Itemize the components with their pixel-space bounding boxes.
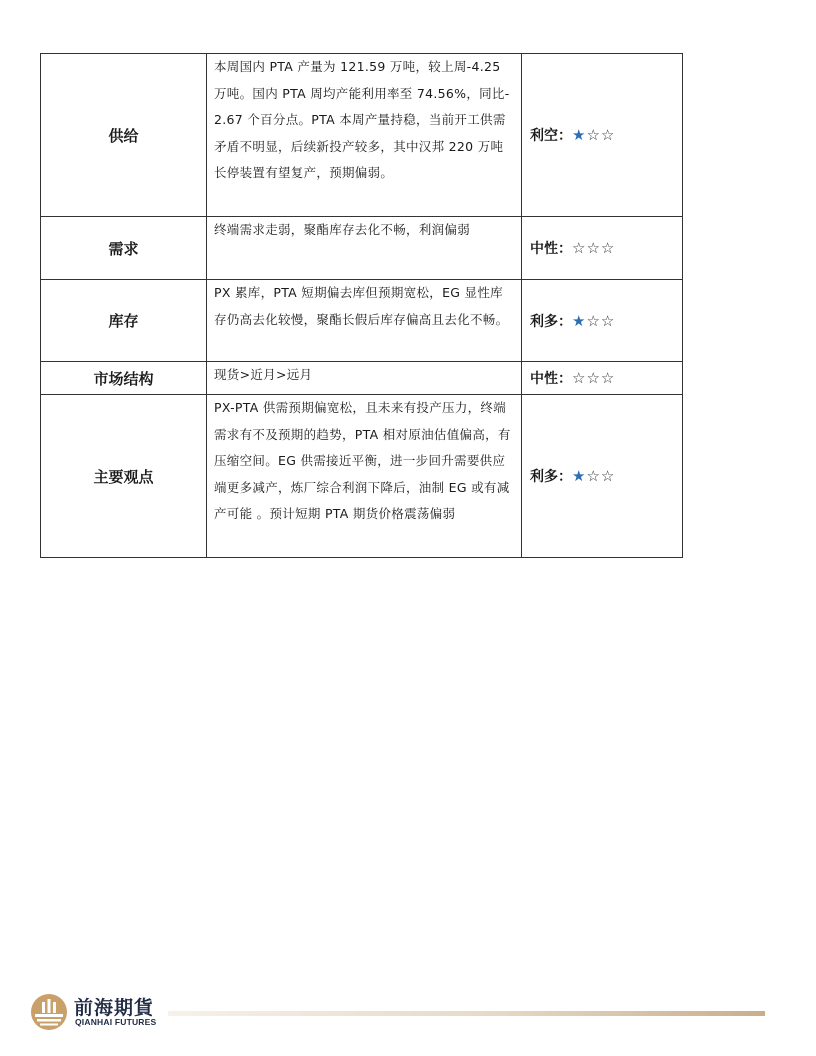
- rating-stars: [572, 239, 615, 257]
- row-rating: [522, 54, 683, 217]
- star-empty-icon: ☆: [586, 239, 601, 257]
- star-empty-icon: ☆: [572, 239, 587, 257]
- qianhai-logo-icon: [30, 993, 68, 1031]
- star-empty-icon: ☆: [586, 126, 601, 144]
- row-description: 现货>近月>远月: [207, 362, 522, 395]
- star-filled-icon: ★: [572, 467, 587, 485]
- table-row-market-structure: [41, 362, 683, 395]
- table-row-supply: [41, 54, 683, 217]
- star-filled-icon: ★: [572, 311, 587, 330]
- star-empty-icon: ☆: [572, 369, 587, 387]
- table-row-demand: [41, 217, 683, 280]
- row-category: 市场结构: [41, 362, 207, 395]
- star-empty-icon: ☆: [600, 369, 616, 387]
- row-description: 本周国内 PTA 产量为 121.59 万吨，较上周-4.25 万吨。国内 PTA 周均产能利用率至 74.56%，同比-2.67 个百分点。PTA 本周产量持稳，当前开工供需矛盾不明显，后续新投产较多，其中汉邦 220 万吨长停装置有望复产，预期偏弱。: [207, 54, 522, 217]
- rating-label: 利多：: [530, 469, 572, 485]
- star-empty-icon: ☆: [586, 311, 601, 330]
- star-filled-icon: ★: [572, 126, 587, 144]
- row-category: 主要观点: [41, 395, 207, 558]
- row-rating: [522, 395, 683, 558]
- rating-stars: [572, 126, 615, 144]
- star-empty-icon: ☆: [600, 239, 616, 257]
- row-rating: [522, 217, 683, 280]
- rating-label: 中性：: [530, 241, 572, 257]
- company-logo: [30, 993, 170, 1033]
- row-rating: [522, 280, 683, 362]
- row-category: 库存: [41, 280, 207, 362]
- star-empty-icon: ☆: [600, 126, 616, 144]
- logo-english-name: QIANHAI FUTURES: [75, 1017, 157, 1027]
- table-row-main-view: [41, 395, 683, 558]
- row-description: 终端需求走弱，聚酯库存去化不畅，利润偏弱: [207, 217, 522, 280]
- rating-stars: [572, 369, 615, 387]
- table-row-inventory: [41, 280, 683, 362]
- rating-stars: [572, 312, 615, 330]
- star-empty-icon: ☆: [586, 369, 601, 387]
- star-empty-icon: ☆: [586, 467, 601, 485]
- rating-stars: [572, 467, 615, 485]
- row-description: PX 累库，PTA 短期偏去库但预期宽松，EG 显性库存仍高去化较慢，聚酯长假后库存偏高且去化不畅。: [207, 280, 522, 362]
- row-description: PX-PTA 供需预期偏宽松，且未来有投产压力，终端需求有不及预期的趋势，PTA 相对原油估值偏高，有压缩空间。EG 供需接近平衡，进一步回升需要供应端更多减产，炼厂综合利润下降后，油制 EG 或有减产可能 。预计短期 PTA 期货价格震荡偏弱: [207, 395, 522, 558]
- rating-label: 利多：: [530, 313, 572, 330]
- rating-label: 中性：: [530, 371, 572, 387]
- row-rating: [522, 362, 683, 395]
- row-category: 需求: [41, 217, 207, 280]
- row-category: 供给: [41, 54, 207, 217]
- star-empty-icon: ☆: [600, 311, 616, 330]
- rating-label: 利空：: [530, 128, 572, 144]
- star-empty-icon: ☆: [600, 467, 616, 485]
- footer-divider: [168, 1011, 765, 1016]
- analysis-table: [40, 53, 683, 558]
- logo-chinese-name: 前海期貨: [74, 997, 155, 1019]
